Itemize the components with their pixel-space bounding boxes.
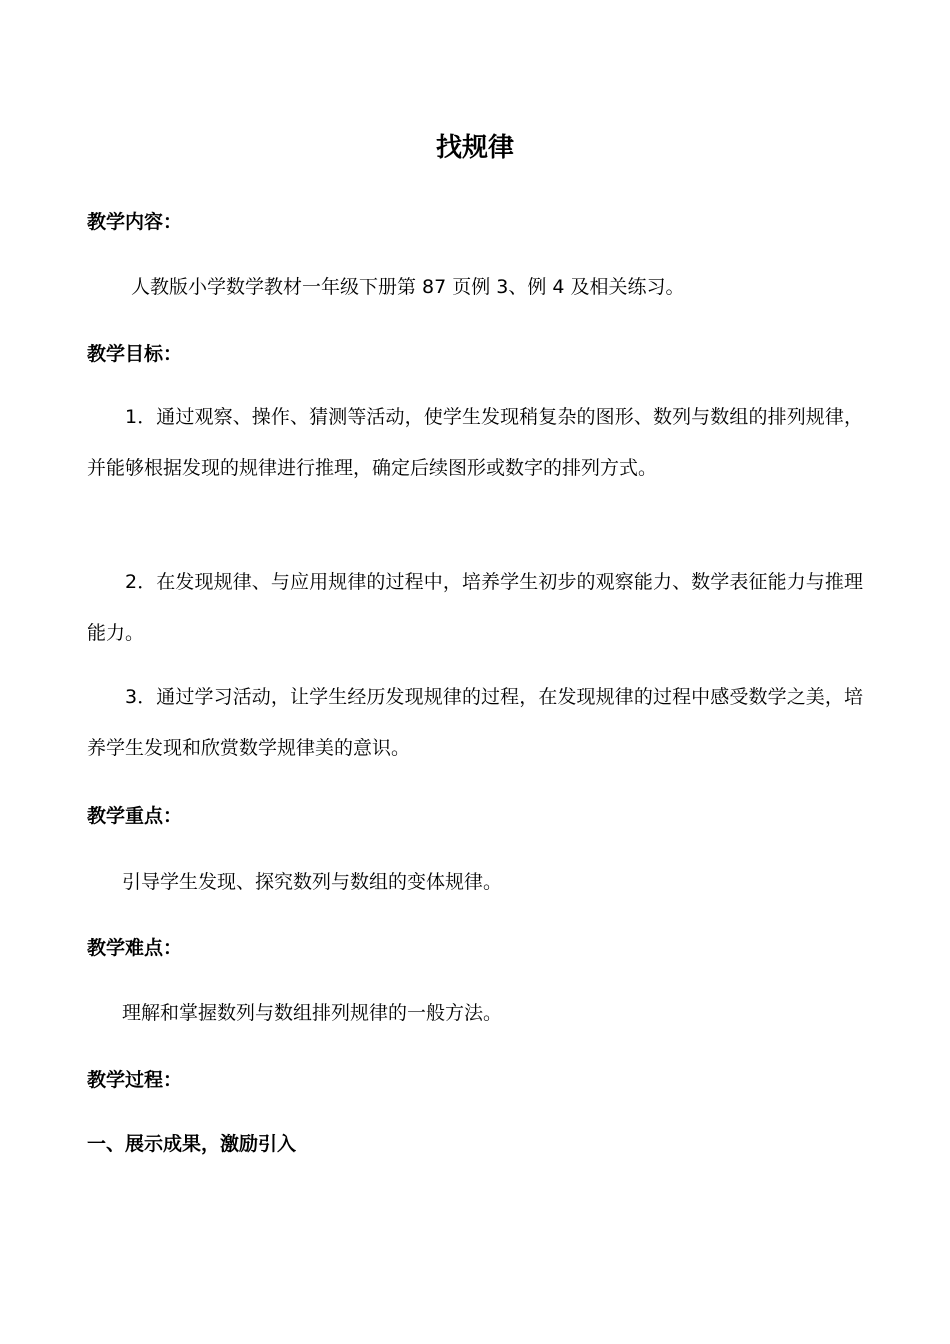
heading-teaching-content: 教学内容：	[87, 211, 183, 233]
heading-teaching-process: 教学过程：	[87, 1069, 183, 1091]
teaching-content-text: 人教版小学数学教材一年级下册第 87 页例 3、例 4 及相关练习。	[131, 276, 685, 298]
heading-key-points: 教学重点：	[87, 805, 183, 827]
objective-item-1: 1．通过观察、操作、猜测等活动，使学生发现稍复杂的图形、数列与数组的排列规律，并能够根据发现的规律进行推理，确定后续图形或数字的排列方式。	[87, 406, 863, 479]
heading-difficulties: 教学难点：	[87, 937, 183, 959]
objective-item-3: 3．通过学习活动，让学生经历发现规律的过程，在发现规律的过程中感受数学之美，培养学生发现和欣赏数学规律美的意识。	[87, 686, 863, 759]
heading-teaching-objectives: 教学目标：	[87, 343, 183, 365]
objective-item-2: 2．在发现规律、与应用规律的过程中，培养学生初步的观察能力、数学表征能力与推理能力。	[87, 571, 863, 644]
key-points-text: 引导学生发现、探究数列与数组的变体规律。	[122, 871, 503, 893]
document-title: 找规律	[435, 133, 514, 163]
difficulties-text: 理解和掌握数列与数组排列规律的一般方法。	[122, 1002, 503, 1024]
process-step-1: 一、展示成果，激励引入	[87, 1133, 297, 1155]
